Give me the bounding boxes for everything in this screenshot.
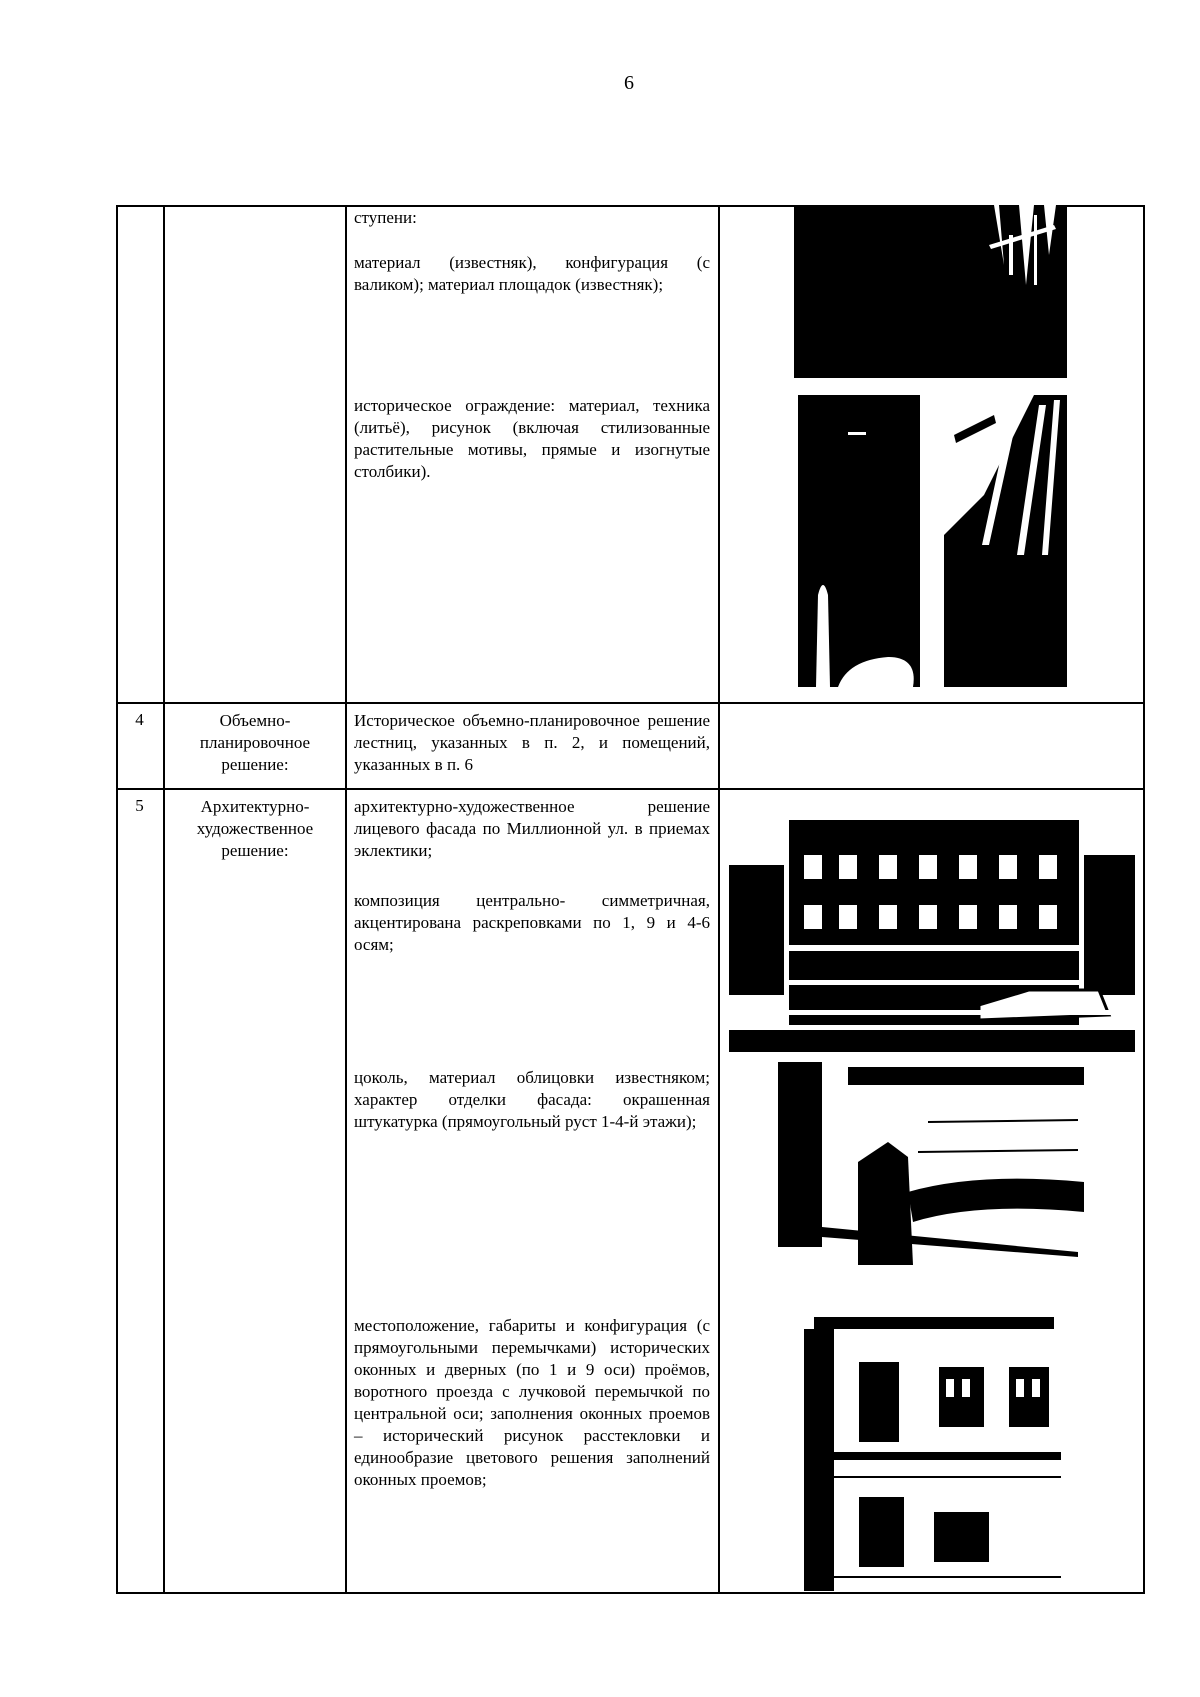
composition-text: композиция центрально- симметричная, акцентирована раскреповками по 1, 9 и 4-6 осям; — [354, 891, 710, 954]
plinth-photo — [778, 1062, 1084, 1265]
row-number: 4 — [135, 710, 144, 729]
plinth-text: цоколь, материал облицовки известняком; характер отделки фасада: окрашенная штукатурка (прямоугольный руст 1-4-й этажи); — [354, 1068, 710, 1131]
table-border-right — [1143, 205, 1145, 1594]
stairs-material-text: материал (известняк), конфигурация (с валиком); материал площадок (известняк); — [354, 253, 710, 294]
page-number: 6 — [624, 72, 634, 94]
table-border-left — [116, 205, 118, 1594]
facade-text: архитектурно-художественное решение лицевого фасада по Миллионной ул. в приемах эклектики; — [354, 797, 710, 860]
column-divider — [345, 205, 347, 1594]
row4-text: Историческое объемно-планировочное решение лестниц, указанных в п. 2, и помещений, указанных в п. 6 — [354, 711, 710, 774]
facade-photo — [729, 805, 1135, 1052]
table-border-bottom — [116, 1592, 1145, 1594]
railing-photo-left — [798, 395, 928, 687]
column-divider — [163, 205, 165, 1594]
stairs-photo — [794, 205, 1067, 378]
heritage-table — [116, 205, 1145, 1594]
stairs-heading: ступени: — [354, 208, 417, 227]
row-name: Объемно-планировочное решение: — [199, 711, 311, 774]
openings-text: местоположение, габариты и конфигурация (с прямоугольными перемычками) исторических оконных и дверных (по 1 и 9 оси) проёмов, воротного проезда с лучковой перемычкой по центральной оси; заполнения оконных проемов – исторический рисунок расстекловки и единообразие цветового решения заполнений оконных проемов; — [354, 1316, 710, 1489]
column-divider — [718, 205, 720, 1594]
row-name: Архитектурно-художественное решение: — [196, 797, 314, 860]
windows-photo — [804, 1307, 1061, 1591]
row-divider — [116, 702, 1145, 704]
row-divider — [116, 788, 1145, 790]
railing-photo-right — [944, 395, 1067, 687]
row-number: 5 — [135, 796, 144, 815]
railing-text: историческое ограждение: материал, техника (литьё), рисунок (включая стилизованные растительные мотивы, прямые и изогнутые столбики). — [354, 396, 710, 481]
